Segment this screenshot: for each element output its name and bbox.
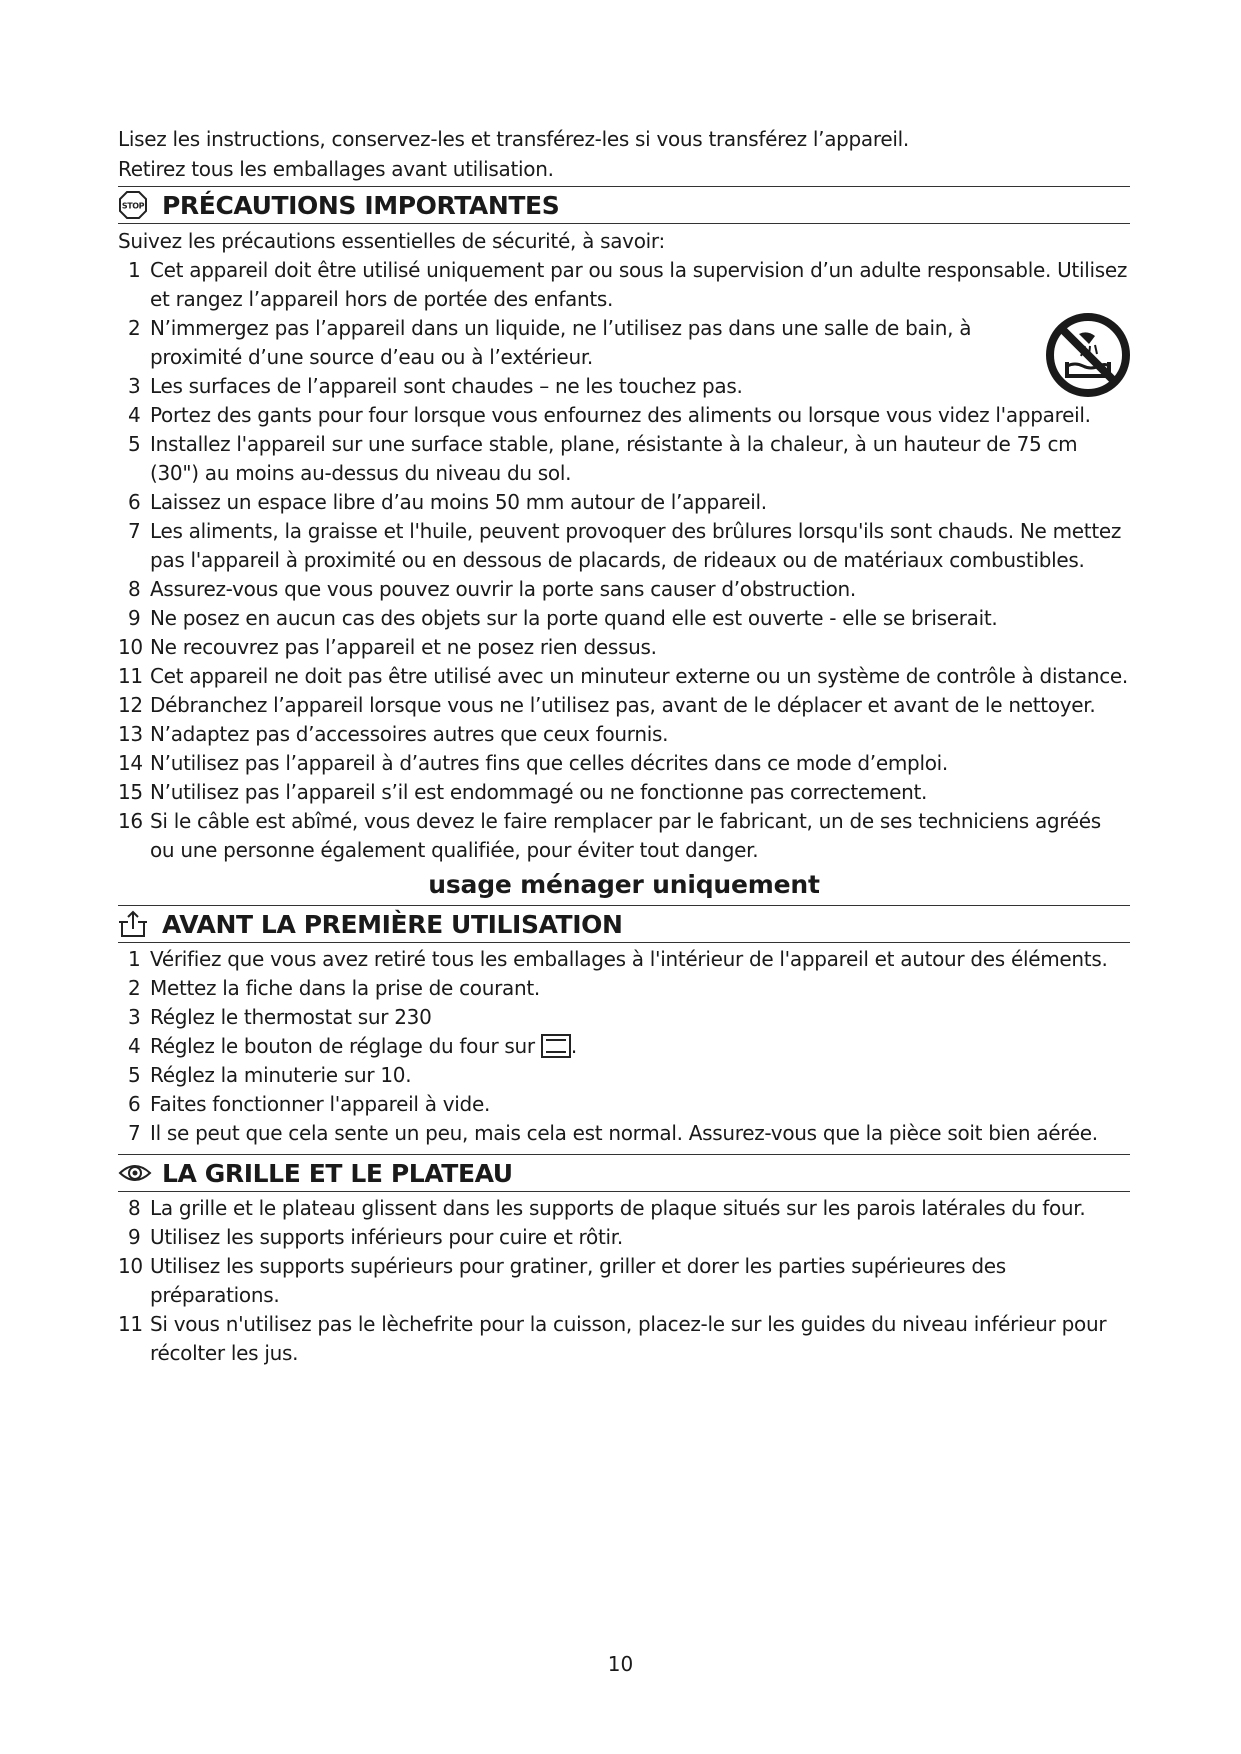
rack-list — [118, 1194, 1130, 1368]
list-item — [118, 1119, 1130, 1148]
item-text: Il se peut que cela sente un peu, mais cela est normal. Assurez-vous que la pièce soit bien aérée. — [150, 1121, 1098, 1145]
item-text: Installez l'appareil sur une surface stable, plane, résistante à la chaleur, à un hauteur de 75 cm (30") au moins au-dessus du niveau du sol. — [150, 432, 1078, 485]
item-text: Mettez la fiche dans la prise de courant. — [150, 976, 540, 1000]
intro-line: Retirez tous les emballages avant utilisation. — [118, 157, 554, 181]
item-number: 10 — [118, 1254, 143, 1278]
list-item — [118, 1194, 1130, 1223]
item-number: 3 — [128, 374, 141, 398]
intro — [118, 124, 1130, 184]
first-use-list — [118, 945, 1130, 1148]
item-number: 7 — [128, 519, 141, 543]
rack-heading — [118, 1154, 1130, 1192]
list-item — [118, 372, 1130, 401]
item-number: 5 — [128, 432, 141, 456]
precautions-title: PRÉCAUTIONS IMPORTANTES — [162, 190, 560, 220]
item-number: 11 — [118, 1312, 143, 1336]
item-number: 13 — [118, 722, 143, 746]
item-number: 4 — [128, 1034, 141, 1058]
item-text: Réglez la minuterie sur 10. — [150, 1063, 412, 1087]
intro-line: Lisez les instructions, conservez-les et transférez-les si vous transférez l’appareil. — [118, 127, 909, 151]
item-text: Les surfaces de l’appareil sont chaudes – ne les touchez pas. — [150, 374, 743, 398]
stop-icon-text: STOP — [121, 201, 145, 211]
item-text: Cet appareil doit être utilisé uniquement par ou sous la supervision d’un adulte responsable. Utilisez et rangez l’appareil hors de portée des enfants. — [150, 258, 1128, 311]
list-item — [118, 1310, 1130, 1368]
item-text: N’utilisez pas l’appareil s’il est endommagé ou ne fonctionne pas correctement. — [150, 780, 928, 804]
list-item — [118, 430, 1130, 488]
list-item — [118, 1032, 1130, 1061]
item-text: N’adaptez pas d’accessoires autres que ceux fournis. — [150, 722, 669, 746]
list-item — [118, 1003, 1130, 1032]
item-number: 15 — [118, 780, 143, 804]
item-text: La grille et le plateau glissent dans les supports de plaque situés sur les parois latérales du four. — [150, 1196, 1086, 1220]
list-item — [118, 778, 1130, 807]
item-number: 8 — [128, 577, 141, 601]
item-number: 2 — [128, 316, 141, 340]
list-item — [118, 517, 1130, 575]
item-text: Débranchez l’appareil lorsque vous ne l’utilisez pas, avant de le déplacer et avant de le nettoyer. — [150, 693, 1096, 717]
list-item — [118, 662, 1130, 691]
item-number: 5 — [128, 1063, 141, 1087]
item-number: 1 — [128, 258, 141, 282]
item-text: Cet appareil ne doit pas être utilisé avec un minuteur externe ou un système de contrôle à distance. — [150, 664, 1128, 688]
list-item — [118, 691, 1130, 720]
item-number: 8 — [128, 1196, 141, 1220]
item-text: Ne posez en aucun cas des objets sur la porte quand elle est ouverte - elle se briserait. — [150, 606, 998, 630]
item-number: 3 — [128, 1005, 141, 1029]
list-item — [118, 488, 1130, 517]
item-text: Laissez un espace libre d’au moins 50 mm autour de l’appareil. — [150, 490, 767, 514]
item-number: 7 — [128, 1121, 141, 1145]
item-text: Portez des gants pour four lorsque vous enfournez des aliments ou lorsque vous videz l'appareil. — [150, 403, 1091, 427]
item-number: 4 — [128, 403, 141, 427]
item-text: Si vous n'utilisez pas le lèchefrite pour la cuisson, placez-le sur les guides du niveau inférieur pour récolter les jus. — [150, 1312, 1107, 1365]
item-number: 10 — [118, 635, 143, 659]
item-text: Vérifiez que vous avez retiré tous les emballages à l'intérieur de l'appareil et autour des éléments. — [150, 947, 1108, 971]
first-use-heading — [118, 905, 1130, 943]
item-number: 16 — [118, 809, 143, 833]
list-item — [118, 807, 1130, 865]
unbox-icon — [118, 909, 152, 939]
precautions-subtitle: Suivez les précautions essentielles de sécurité, à savoir: — [118, 229, 665, 253]
list-item — [118, 1090, 1130, 1119]
item-text: Utilisez les supports inférieurs pour cuire et rôtir. — [150, 1225, 623, 1249]
item-number: 12 — [118, 693, 143, 717]
item-text: Réglez le thermostat sur 230 — [150, 1005, 432, 1029]
item-number: 9 — [128, 606, 141, 630]
list-item — [118, 575, 1130, 604]
manual-page — [118, 124, 1130, 1368]
item-text: Les aliments, la graisse et l'huile, peuvent provoquer des brûlures lorsqu'ils sont chauds. Ne mettez pas l'appareil à proximité ou en dessous de placards, de rideaux ou de matériaux combustibles. — [150, 519, 1122, 572]
eye-icon — [118, 1158, 152, 1188]
item-text-main: Réglez le bouton de réglage du four sur — [150, 1034, 535, 1058]
list-item — [118, 720, 1130, 749]
item-text: Faites fonctionner l'appareil à vide. — [150, 1092, 491, 1116]
item-text: Assurez-vous que vous pouvez ouvrir la porte sans causer d’obstruction. — [150, 577, 856, 601]
item-text-suffix: . — [570, 1034, 577, 1058]
item-text: Ne recouvrez pas l’appareil et ne posez rien dessus. — [150, 635, 657, 659]
top-bottom-heat-icon — [541, 1034, 571, 1058]
item-number: 14 — [118, 751, 143, 775]
list-item — [118, 974, 1130, 1003]
item-text: N’immergez pas l’appareil dans un liquide, ne l’utilisez pas dans une salle de bain, à proximité d’une source d’eau ou à l’extérieur. — [150, 316, 972, 369]
list-item — [118, 314, 1130, 372]
list-item — [118, 604, 1130, 633]
rack-title: LA GRILLE ET LE PLATEAU — [162, 1158, 513, 1188]
precautions-list — [118, 256, 1130, 865]
list-item — [118, 401, 1130, 430]
page-number: 10 — [607, 1652, 634, 1676]
household-use-note: usage ménager uniquement — [428, 870, 820, 899]
precautions-heading — [118, 186, 1130, 224]
item-number: 11 — [118, 664, 143, 688]
item-text — [150, 1032, 1130, 1061]
item-number: 9 — [128, 1225, 141, 1249]
list-item — [118, 1061, 1130, 1090]
item-number: 2 — [128, 976, 141, 1000]
item-number: 6 — [128, 1092, 141, 1116]
list-item — [118, 945, 1130, 974]
item-text: Si le câble est abîmé, vous devez le faire remplacer par le fabricant, un de ses techniciens agréés ou une personne également qualifiée, pour éviter tout danger. — [150, 809, 1101, 862]
list-item — [118, 1223, 1130, 1252]
no-water-immersion-icon — [1045, 312, 1131, 398]
first-use-title: AVANT LA PREMIÈRE UTILISATION — [162, 909, 623, 939]
list-item — [118, 256, 1130, 314]
stop-icon — [118, 190, 152, 220]
item-text: N’utilisez pas l’appareil à d’autres fins que celles décrites dans ce mode d’emploi. — [150, 751, 948, 775]
item-number: 6 — [128, 490, 141, 514]
list-item — [118, 749, 1130, 778]
item-number: 1 — [128, 947, 141, 971]
item-text: Utilisez les supports supérieurs pour gratiner, griller et dorer les parties supérieures des préparations. — [150, 1254, 1006, 1307]
list-item — [118, 633, 1130, 662]
list-item — [118, 1252, 1130, 1310]
